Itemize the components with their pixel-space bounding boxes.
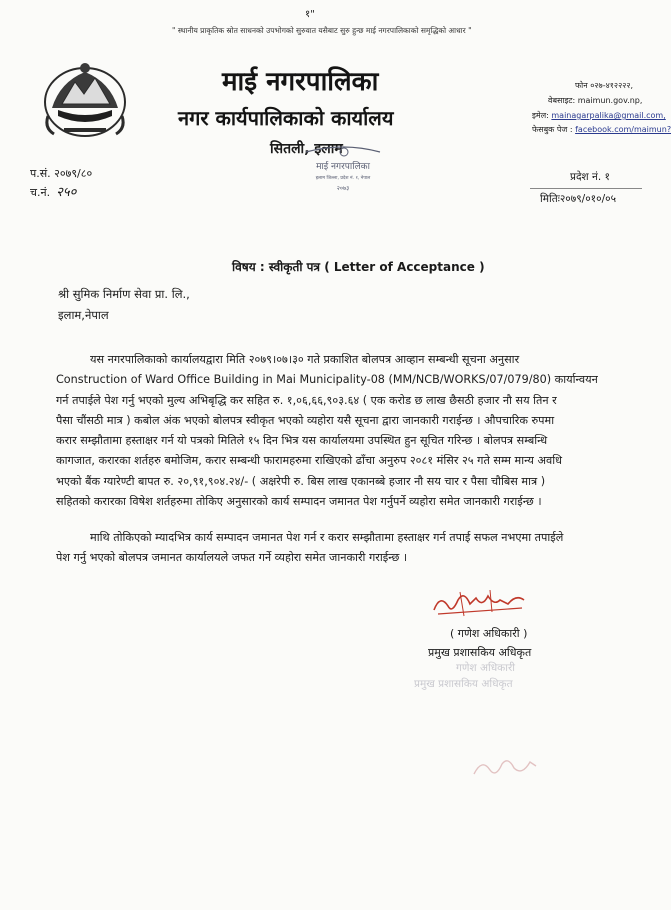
stamp-line2: इलाम जिल्ला, प्रदेश नं. १, नेपाल	[315, 176, 371, 181]
paragraph-line: यस नगरपालिकाको कार्यालयद्वारा मिति २०७९।०७।३० गते प्रकाशित बोलपत्र आव्हान सम्बन्धी सूचना अनुसार	[90, 353, 520, 366]
paragraph-line: पैसा चौंसठी मात्र ) कबोल अंक भएको बोलपत्र स्वीकृत भएको व्यहोरा यसै सूचना द्वारा जानकारी गराईन्छ । औपचारिक रुपमा	[56, 413, 555, 427]
paragraph-line: भएको बैंक ग्यारेण्टी बापत रु. २०,९१,९०४.२४/- ( अक्षरेपी रु. बिस लाख एकानब्बे हजार नौ सय चार र पैसा चौबिस मात्र )	[56, 474, 546, 488]
paragraph-line: पेश गर्नु भएको बोलपत्र जमानत कार्यालयले जफत गर्ने व्यहोरा समेत जानकारी गराईन्छ ।	[56, 551, 408, 565]
addressee-address: इलाम,नेपाल	[58, 308, 109, 322]
date-divider	[530, 188, 642, 189]
body-paragraph-1	[56, 350, 642, 512]
facebook-link[interactable]: facebook.com/maimun?	[575, 125, 671, 134]
paragraph-line: सहितको करारका विषेश शर्तहरुमा तोकिए अनुसारको कार्य सम्पादन जमानत पेश गर्नुपर्ने व्यहोरा समेत जानकारी गराईन्छ ।	[56, 495, 542, 509]
website-value: maimun.gov.np,	[577, 96, 643, 105]
faded-signature-icon	[470, 752, 540, 784]
facebook-label: फेसबुक पेज :	[532, 125, 573, 134]
signatory-title: प्रमुख प्रशासकिय अधिकृत	[428, 646, 532, 659]
contact-phone: फोन ०२७-४१२२२२,	[575, 81, 634, 90]
email-label: इमेल:	[532, 111, 549, 120]
nepal-emblem-icon	[40, 58, 130, 140]
office-location: सितली, इलाम	[270, 141, 343, 157]
dispatch-number	[30, 182, 76, 200]
paragraph-line: करार सम्झौतामा हस्ताक्षर गर्न यो पत्रको मितिले १५ दिन भित्र यस कार्यालयमा उपस्थित हुन सूचित गरिन्छ । बोलपत्र सम्बन्धि	[56, 434, 548, 448]
letter-subject: विषय : स्वीकृती पत्र ( Letter of Acceptance )	[232, 260, 485, 274]
dispatch-label: च.नं.	[30, 186, 51, 199]
office-name: नगर कार्यपालिकाको कार्यालय	[178, 106, 394, 130]
office-stamp-icon	[298, 146, 388, 194]
page-number: १"	[305, 9, 315, 20]
faded-stamp-name: गणेश अधिकारी	[456, 662, 515, 674]
stamp-line3: २०७३	[336, 185, 350, 192]
website-label: वेबसाइट:	[548, 96, 576, 105]
paragraph-line: गर्न तपाईले पेश गर्नु भएको मुल्य अभिबृद्धि कर सहित रु. १,०६,६६,९०३.६४ ( एक करोड छ लाख छैसठी हजार नौ सय तिन र	[56, 393, 557, 407]
addressee-name: श्री सुमिक निर्माण सेवा प्रा. लि.,	[58, 287, 190, 301]
paragraph-line: Construction of Ward Office Building in Mai Municipality-08 (MM/NCB/WORKS/07/079/80) कार्यान्वयन	[56, 373, 598, 387]
province-number: प्रदेश नं. १	[570, 171, 610, 183]
paragraph-line: कागजात, करारका शर्तहरु बमोजिम, करार सम्बन्धी फारामहरुमा राखिएको ढाँचा अनुरुप २०८१ मंसिर २५ गते सम्म मान्य अवधि	[56, 454, 563, 468]
motto: " स्थानीय प्राकृतिक स्रोत साधनको उपभोगको सुरुवात यसैबाट सुरु हुन्छ माई नगरपालिकाको समृद्धिको आधार "	[172, 26, 472, 35]
letter-date: मितिः२०७९/०१०/०५	[540, 193, 617, 205]
body-paragraph-2	[56, 528, 642, 569]
faded-stamp-title: प्रमुख प्रशासकिय अधिकृत	[414, 678, 513, 690]
contact-facebook	[532, 124, 671, 135]
org-name: माई नगरपालिका	[222, 67, 379, 97]
signature-icon	[430, 586, 530, 622]
contact-website	[548, 95, 642, 106]
letter-number: प.सं. २०७९/८०	[30, 167, 93, 180]
paragraph-line: माथि तोकिएको म्यादभित्र कार्य सम्पादन जमानत पेश गर्न र करार सम्झौतामा हस्ताक्षर गर्न तपाई सफल नभएमा तपाईले	[90, 531, 564, 544]
dispatch-value: २५०	[56, 185, 77, 200]
stamp-line1: माई नगरपालिका	[316, 162, 370, 172]
signatory-name: ( गणेश अधिकारी )	[450, 627, 528, 640]
contact-email	[532, 110, 666, 121]
email-link[interactable]: mainagarpalika@gmail.com,	[551, 111, 666, 120]
